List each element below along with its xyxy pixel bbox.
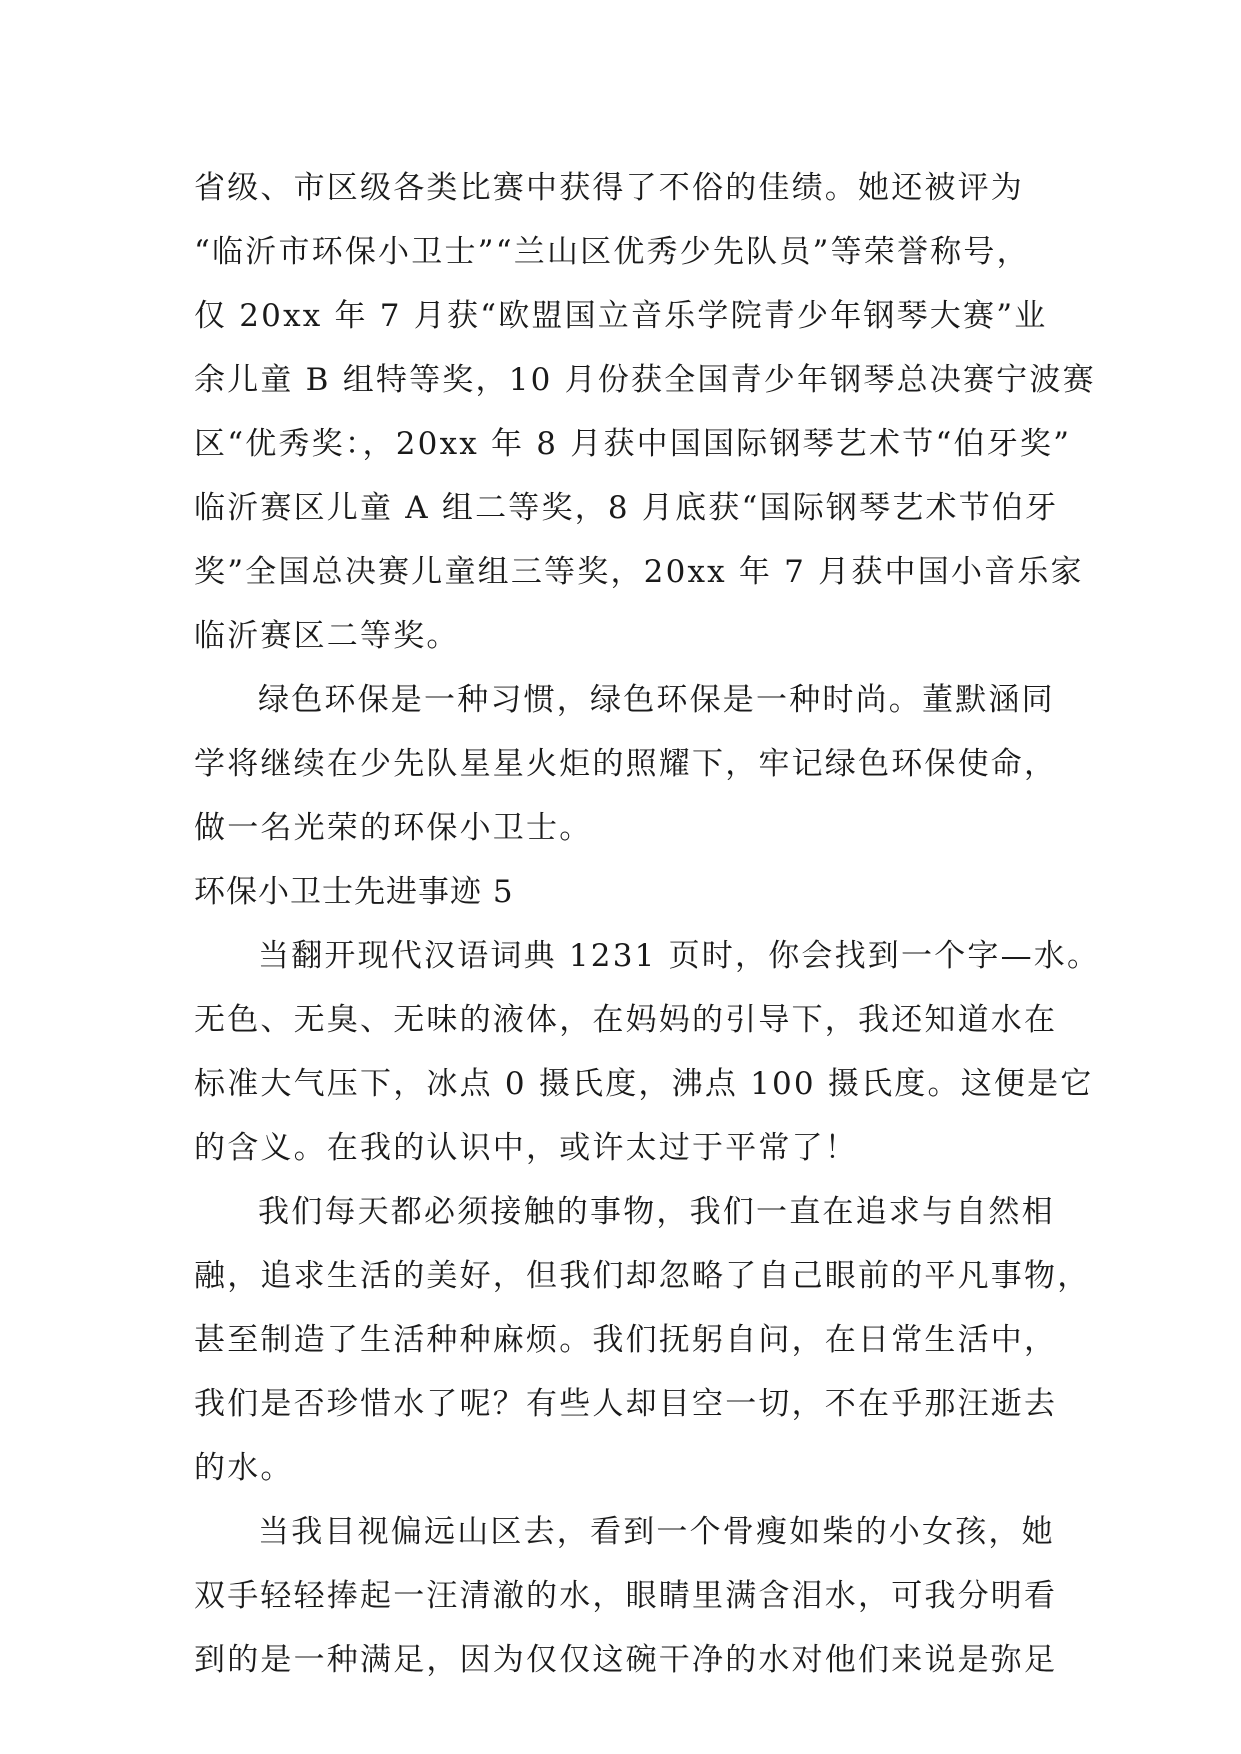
text-line: 省级、市区级各类比赛中获得了不俗的佳绩。她还被评为 (194, 170, 1024, 206)
text-line: 临沂赛区儿童 A 组二等奖，8 月底获“国际钢琴艺术节伯牙 (194, 490, 1059, 526)
text-line: “临沂市环保小卫士”“兰山区优秀少先队员”等荣誉称号， (194, 234, 1030, 270)
document-body (194, 156, 1101, 1692)
text-line: 我们是否珍惜水了呢？有些人却目空一切，不在乎那汪逝去 (194, 1386, 1058, 1422)
text-line: 区“优秀奖：，20xx 年 8 月获中国国际钢琴艺术节“伯牙奖” (194, 426, 1072, 462)
text-line: 标准大气压下，冰点 0 摄氏度，沸点 100 摄氏度。这便是它 (194, 1066, 1094, 1102)
text-line: 仅 20xx 年 7 月获“欧盟国立音乐学院青少年钢琴大赛”业 (194, 298, 1048, 334)
text-line: 当翻开现代汉语词典 1231 页时，你会找到一个字—水。 (258, 938, 1101, 974)
text-line: 绿色环保是一种习惯，绿色环保是一种时尚。董默涵同 (258, 682, 1055, 718)
text-line: 奖”全国总决赛儿童组三等奖，20xx 年 7 月获中国小音乐家 (194, 554, 1084, 590)
text-line: 当我目视偏远山区去，看到一个骨瘦如柴的小女孩，她 (258, 1514, 1055, 1550)
text-line: 余儿童 B 组特等奖，10 月份获全国青少年钢琴总决赛宁波赛 (194, 362, 1096, 398)
text-line: 无色、无臭、无味的液体，在妈妈的引导下，我还知道水在 (194, 1002, 1058, 1038)
section-heading: 环保小卫士先进事迹 5 (194, 874, 514, 910)
text-line: 学将继续在少先队星星火炬的照耀下，牢记绿色环保使命， (194, 746, 1058, 782)
text-line: 甚至制造了生活种种麻烦。我们抚躬自问，在日常生活中， (194, 1322, 1058, 1358)
text-line: 双手轻轻捧起一汪清澈的水，眼睛里满含泪水，可我分明看 (194, 1578, 1058, 1614)
text-line: 临沂赛区二等奖。 (194, 618, 460, 654)
text-line: 的含义。在我的认识中，或许太过于平常了！ (194, 1130, 858, 1166)
text-line: 的水。 (194, 1450, 294, 1486)
text-line: 我们每天都必须接触的事物，我们一直在追求与自然相 (258, 1194, 1055, 1230)
text-line: 到的是一种满足，因为仅仅这碗干净的水对他们来说是弥足 (194, 1642, 1058, 1678)
text-line: 融，追求生活的美好，但我们却忽略了自己眼前的平凡事物， (194, 1258, 1091, 1294)
text-line: 做一名光荣的环保小卫士。 (194, 810, 593, 846)
